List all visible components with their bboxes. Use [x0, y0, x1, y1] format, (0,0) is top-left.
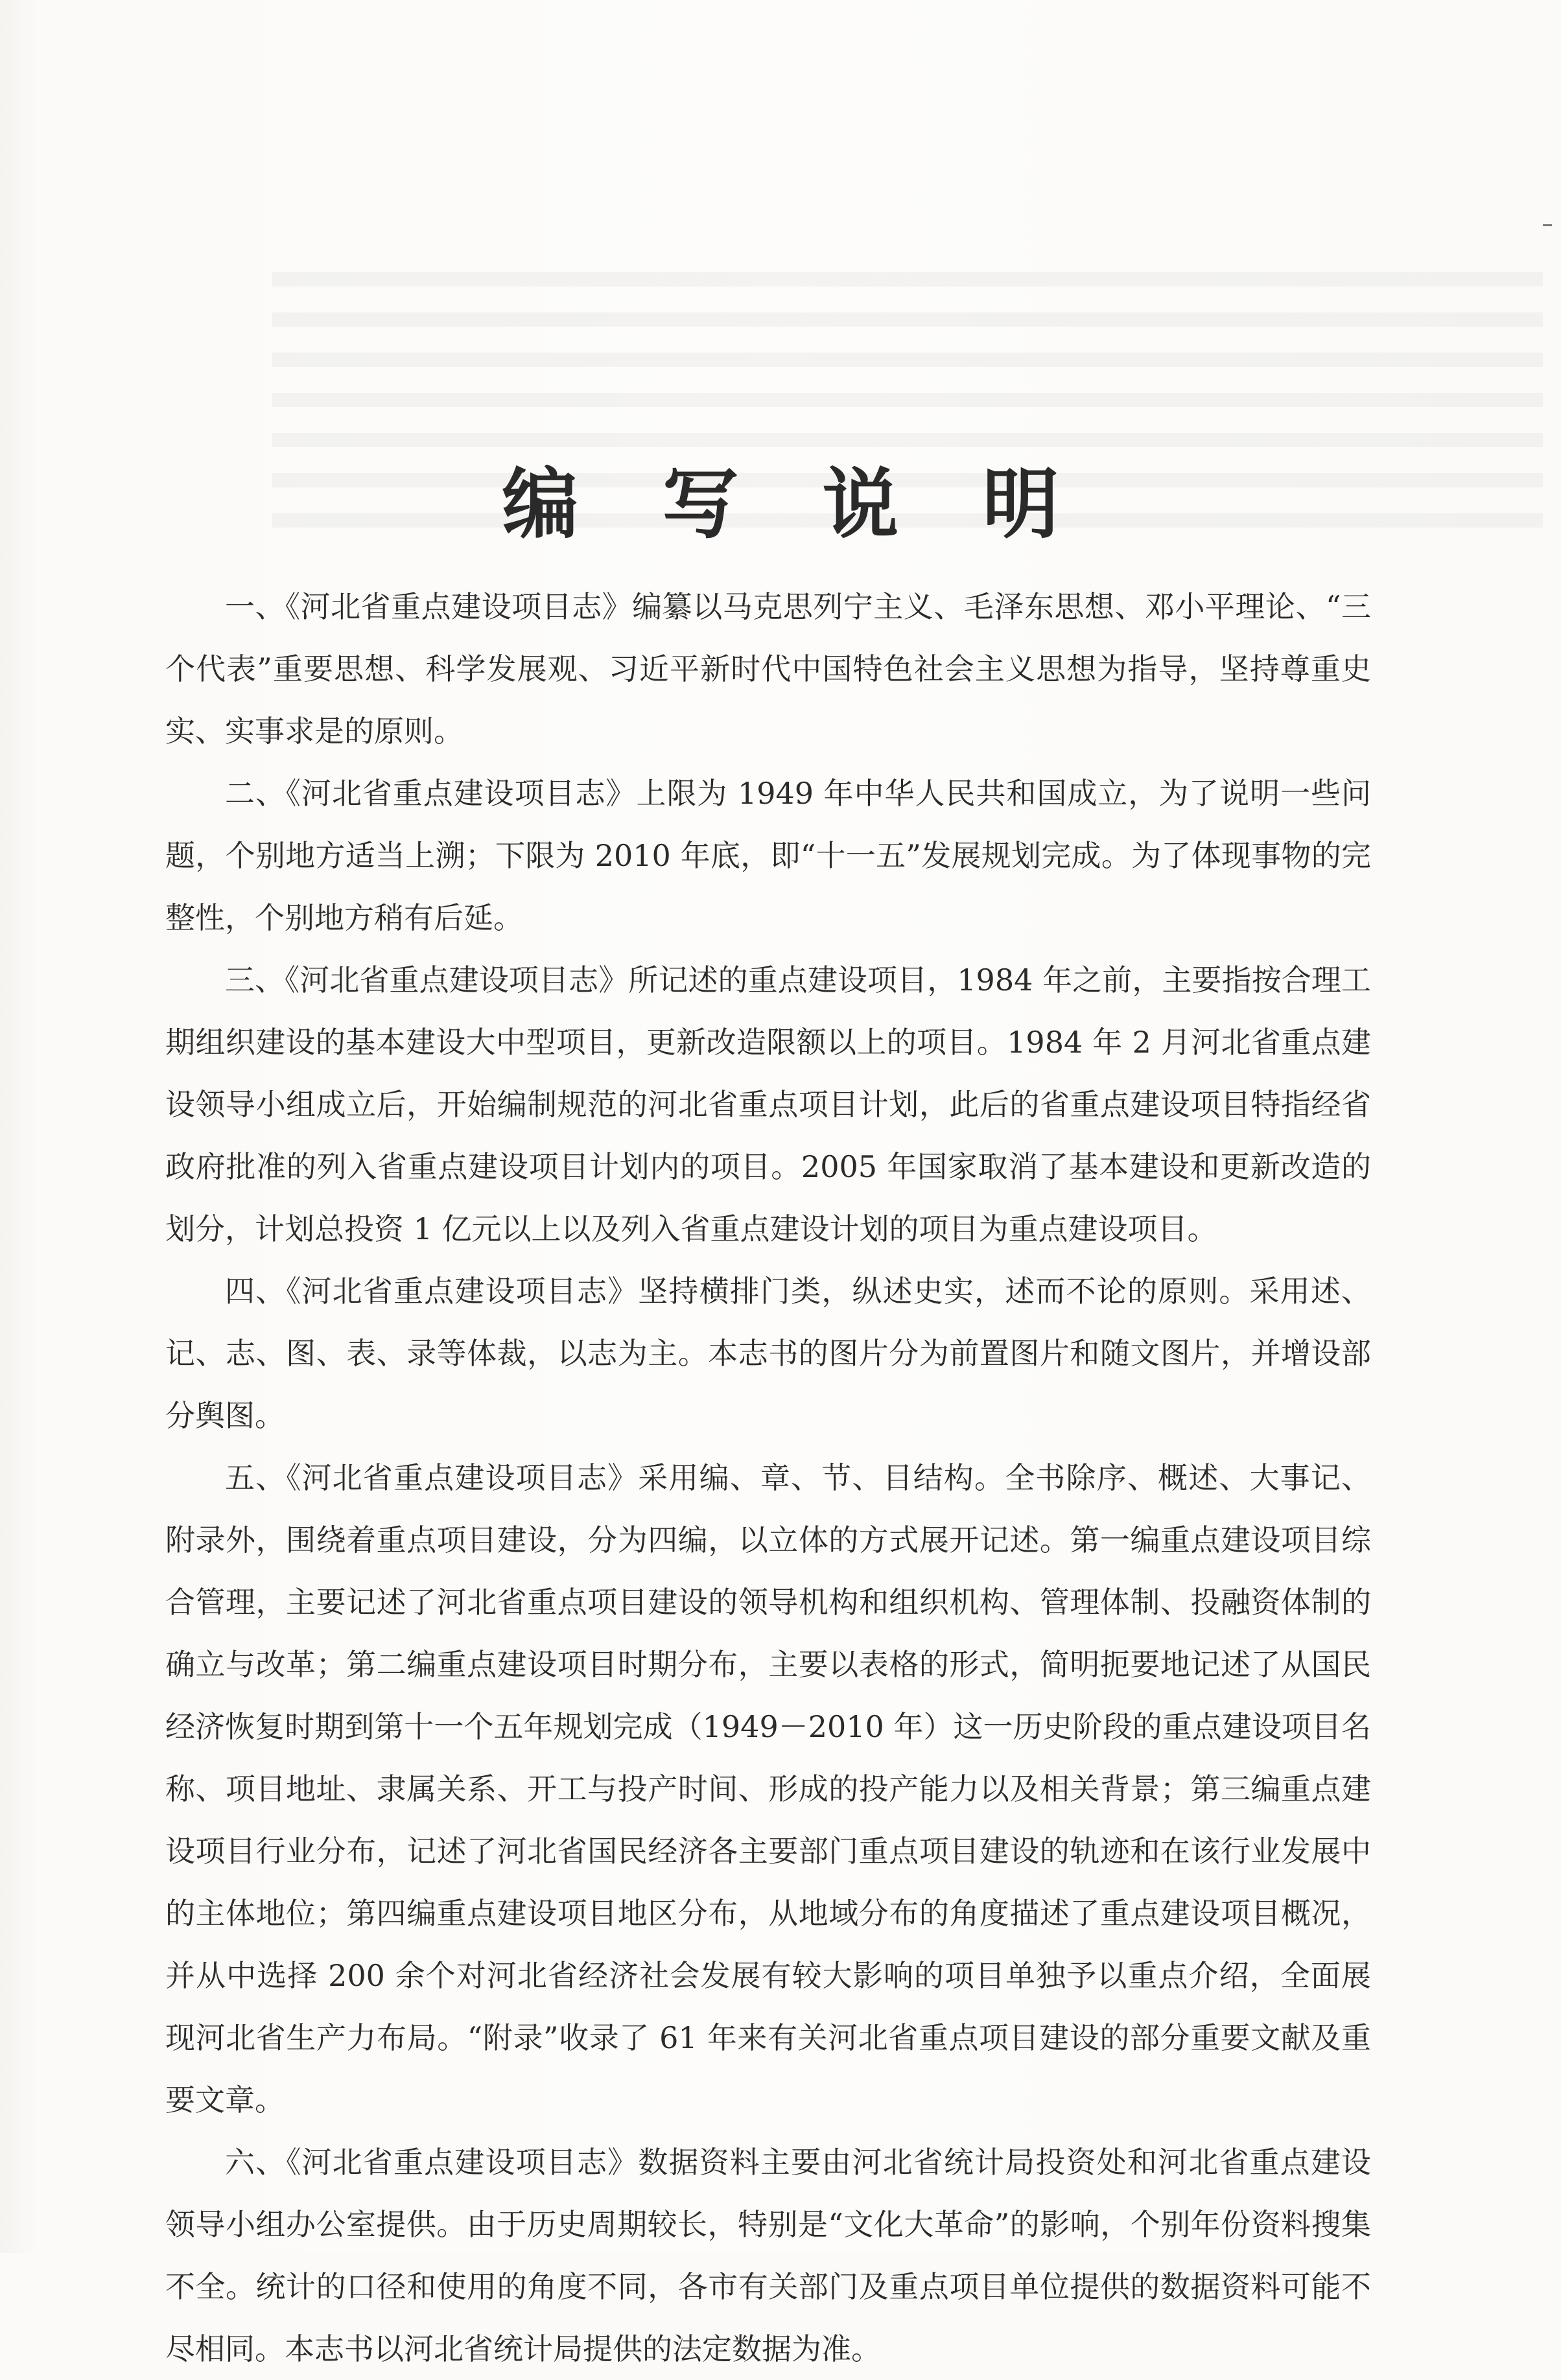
page-edge-mark: [1543, 224, 1552, 226]
paragraph-1: 一、《河北省重点建设项目志》编纂以马克思列宁主义、毛泽东思想、邓小平理论、“三个代表”重要思想、科学发展观、习近平新时代中国特色社会主义思想为指导，坚持尊重史实、实事求是的原则。: [165, 589, 1371, 749]
page-title: 编 写 说 明: [502, 459, 1088, 550]
paragraph-4: 四、《河北省重点建设项目志》坚持横排门类，纵述史实，述而不论的原则。采用述、记、志、图、表、录等体裁，以志为主。本志书的图片分为前置图片和随文图片，并增设部分舆图。: [165, 1274, 1371, 1433]
paragraph-2: 二、《河北省重点建设项目志》上限为 1949 年中华人民共和国成立，为了说明一些问题，个别地方适当上溯；下限为 2010 年底，即“十一五”发展规划完成。为了体现事物的完整性，个别地方稍有后延。: [165, 776, 1371, 935]
document-body: [165, 576, 1371, 2380]
paragraph-3: 三、《河北省重点建设项目志》所记述的重点建设项目，1984 年之前，主要指按合理工期组织建设的基本建设大中型项目，更新改造限额以上的项目。1984 年 2 月河北省重点建设领导小组成立后，开始编制规范的河北省重点项目计划，此后的省重点建设项目特指经省政府批准的列入省重点建设项目计划内的项目。2005 年国家取消了基本建设和更新改造的划分，计划总投资 1 亿元以上以及列入省重点建设计划的项目为重点建设项目。: [165, 962, 1371, 1246]
paragraph-6: 六、《河北省重点建设项目志》数据资料主要由河北省统计局投资处和河北省重点建设领导小组办公室提供。由于历史周期较长，特别是“文化大革命”的影响，个别年份资料搜集不全。统计的口径和使用的角度不同，各市有关部门及重点项目单位提供的数据资料可能不尽相同。本志书以河北省统计局提供的法定数据为准。: [165, 2145, 1371, 2366]
paragraph-5: 五、《河北省重点建设项目志》采用编、章、节、目结构。全书除序、概述、大事记、附录外，围绕着重点项目建设，分为四编，以立体的方式展开记述。第一编重点建设项目综合管理，主要记述了河北省重点项目建设的领导机构和组织机构、管理体制、投融资体制的确立与改革；第二编重点建设项目时期分布，主要以表格的形式，简明扼要地记述了从国民经济恢复时期到第十一个五年规划完成（1949－2010 年）这一历史阶段的重点建设项目名称、项目地址、隶属关系、开工与投产时间、形成的投产能力以及相关背景；第三编重点建设项目行业分布，记述了河北省国民经济各主要部门重点项目建设的轨迹和在该行业发展中的主体地位；第四编重点建设项目地区分布，从地域分布的角度描述了重点建设项目概况，并从中选择 200 余个对河北省经济社会发展有较大影响的项目单独予以重点介绍，全面展现河北省生产力布局。“附录”收录了 61 年来有关河北省重点项目建设的部分重要文献及重要文章。: [165, 1460, 1371, 2118]
